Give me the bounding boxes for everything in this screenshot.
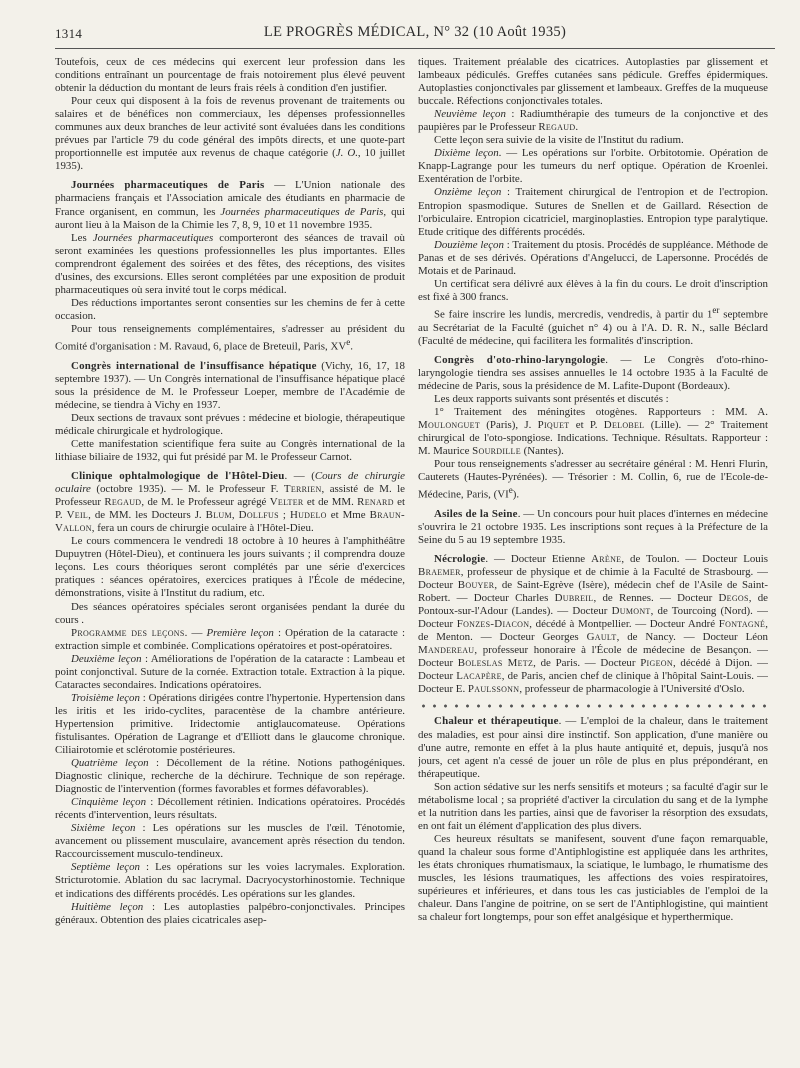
paragraph: 1° Traitement des méningites otogènes. Rapporteurs : MM. A. Moulonguet (Paris), J. Piquet et P. Delobel (Lille). — 2° Traitement chirurgical de l'oto-spongiose. Indications. Technique. Résultats. Rapporteur : M. Maurice Sourdille (Nantes).	[418, 405, 768, 457]
article-heading: Clinique ophtalmologique de l'Hôtel-Dieu	[71, 470, 285, 483]
left-column	[55, 56, 405, 1061]
paragraph: Les deux rapports suivants sont présentés et discutés :	[434, 392, 669, 405]
paragraph: Pour tous renseignements complémentaires, s'adresser au président du Comité d'organisation : M. Ravaud, 6, place de Breteuil, Paris, XVe.	[55, 322, 405, 353]
header-rule	[55, 48, 775, 49]
lesson: Troisième leçon : Opérations dirigées contre l'hypertonie. Hypertension dans les iritis et les irido-cyclites, paracentèse de la chambre antérieure. Hypertension primitive. Iridectomie antiglaucomateuse. Opérations fistulisantes. Opération de Lagrange et d'Elliott dans le glaucome chronique. Ciliairotomie et sclérotomie postérieures.	[55, 691, 405, 757]
article-heading: Asiles de la Seine	[434, 507, 518, 520]
paragraph: Le cours commencera le vendredi 18 octobre à 10 heures à l'amphithéâtre Dupuytren (Hôtel-Dieu), et continuera les jours suivants ; il comprendra douze leçons. Les cours théoriques seront complétés par une série d'exercices pratiques : séances opératoires, exercices pratiques à l'École de médecine, démonstrations, visite à l'Institut du radium, etc.	[55, 535, 405, 600]
lesson: Neuvième leçon : Radiumthérapie des tumeurs de la conjonctive et des paupières par le Professeur Regaud.	[418, 108, 768, 134]
paragraph: Son action sédative sur les nerfs sensitifs et moteurs ; sa faculté d'agir sur le métabolisme local ; sa propriété d'activer la circulation du sang et de la lymphe et la nutrition dans les parties, ainsi que de favoriser la résorption des exsudats, en ont fait un élément d'application des plus divers.	[418, 780, 768, 832]
lesson: Onzième leçon : Traitement chirurgical de l'entropion et de l'ectropion. Entropion spasmodique. Sutures de Snellen et de Gaillard. Résection de l'orbiculaire. Entropion cicatriciel, marginoplasties. Entropion type paralytique. Etude critique des différents procédés.	[418, 186, 768, 238]
paragraph: Les Journées pharmaceutiques comporteront des séances de travail où seront examinées les questions professionnelles les plus importantes. Elles comprendront également des soirées et des fêtes, des réceptions, des visites d'usines, des excursions. Elles seront complétées par une exposition de produit pharmaceutiques où sera invité tout le corps médical.	[55, 231, 405, 296]
article-chaleur-therapeutique: Chaleur et thérapeutique. — L'emploi de la chaleur, dans le traitement des maladies, est pour ainsi dire instinctif. Son application, d'une manière ou d'une autre, remonte en effet à la plus haute antiquité et, depuis, jusqu'à nos jours, cet agent n'a cessé de jouer un rôle de plus en plus prépondérant, en thérapeutique.	[418, 715, 768, 780]
article-congres-insuffisance-hepatique: Congrès international de l'insuffisance hépatique (Vichy, 16, 17, 18 septembre 1937). — Un Congrès international de l'insuffisance hépatique placé sous la présidence de M. le Professeur Loeper, membre de l'Académie de médecine, se tiendra à Vichy en 1937.	[55, 359, 405, 411]
paragraph: Toutefois, ceux de ces médecins qui exercent leur profession dans les conditions entraînant un pourcentage de frais notoirement plus élevé peuvent obtenir la déduction du montant de leurs frais réels à condition d'en justifier.	[55, 56, 405, 95]
article-journees-pharmaceutiques: Journées pharmaceutiques de Paris — L'Union nationale des pharmaciens français et l'Association amicale des étudiants en pharmacie de France organisent, en commun, les Journées pharmaceutiques de Paris, qui auront lieu à la Maison de la Chimie les 7, 8, 9, 10 et 11 novembre 1935.	[55, 179, 405, 231]
lesson: Sixième leçon : Les opérations sur les muscles de l'œil. Ténotomie, avancement ou plissement musculaire, avancement après résection du tendon. Raccourcissement musculo-tendineux.	[55, 822, 405, 861]
running-header	[55, 24, 775, 46]
lesson: Cinquième leçon : Décollement rétinien. Indications opératoires. Procédés récents d'intervention, leurs résultats.	[55, 796, 405, 822]
article-congres-orl: Congrès d'oto-rhino-laryngologie. — Le Congrès d'oto-rhino-laryngologie tiendra ses assises annuelles le 14 octobre 1935 à la Faculté de médecine de Paris, sous la présidence de M. Lafite-Dupont (Bordeaux).	[418, 353, 768, 392]
article-asiles-seine: Asiles de la Seine. — Un concours pour huit places d'internes en médecine s'ouvrira le 21 octobre 1935. Les inscriptions sont reçues à la Préfecture de la Seine du 5 au 19 septembre 1935.	[418, 507, 768, 546]
paragraph: Des séances opératoires spéciales seront organisées pendant la durée du cours .	[55, 600, 405, 626]
article-clinique-ophtalmologique: Clinique ophtalmologique de l'Hôtel-Dieu. — (Cours de chirurgie oculaire (octobre 1935). — M. le Professeur F. Terrien, assisté de M. le Professeur Regaud, de M. le Professeur agrégé Velter et de MM. Renard et P. Veil, de MM. les Docteurs J. Blum, Dollfus ; Hudelo et Mme Braun-Vallon, fera un cours de chirurgie oculaire à l'Hôtel-Dieu.	[55, 470, 405, 535]
paragraph: Ces heureux résultats se manifesent, souvent d'une façon remarquable, quand la chaleur sous forme d'Antiphlogistine est appliquée dans les arthrites, les états chroniques rhumatismaux, la sciatique, le lumbago, le rhumatisme des muscles, les lésions traumatiques, les affections des voies respiratoires, supérieures et inférieures, et dans tous les cas justiciables de l'emploi de la chaleur. Dans l'angine de poitrine, on se sert de l'Antiphlogistine, qui maintient sa chaleur fort longtemps, pour son effet analgésique et hyperthermique.	[418, 832, 768, 924]
article-heading: Journées pharmaceutiques de Paris	[71, 179, 265, 192]
paragraph: Des réductions importantes seront consenties sur les chemins de fer à cette occasion.	[55, 296, 405, 322]
paragraph: Cette leçon sera suivie de la visite de l'Institut du radium.	[434, 134, 684, 147]
lesson: Deuxième leçon : Améliorations de l'opération de la cataracte : Lambeau et point conjonctival. Suture de la cornée. Extraction totale. Extraction à la pique. Cataractes secondaires. Indications opératoires.	[55, 652, 405, 691]
paragraph: Se faire inscrire les lundis, mercredis, vendredis, à partir du 1er septembre au Secrétariat de la Faculté (guichet n° 4) ou à l'A. D. R. N., salle Béclard (Faculté de médecine, qui facilitera les formalités d'inscription.	[418, 304, 768, 347]
lesson-program: Programme des leçons. — Première leçon : Opération de la cataracte : extraction simple et combinée. Complications opératoires et post-opératoires.	[55, 626, 405, 652]
article-heading: Nécrologie	[434, 552, 486, 565]
ornamental-divider	[418, 703, 768, 709]
lesson: Huitième leçon : Les autoplasties palpébro-conjonctivales. Principes généraux. Obtention des plaies cicatricales asep-	[55, 900, 405, 926]
lesson: Dixième leçon. — Les opérations sur l'orbite. Orbitotomie. Opération de Knapp-Lagrange pour les tumeurs du nerf optique. Opération de Kroenlei. Exentération de l'orbite.	[418, 147, 768, 186]
article-heading: Congrès d'oto-rhino-laryngologie	[434, 353, 606, 366]
paragraph: Deux sections de travaux sont prévues : médecine et biologie, thérapeutique médicale chirurgicale et hydrologique.	[55, 411, 405, 437]
paragraph: Pour ceux qui disposent à la fois de revenus provenant de traitements ou salaires et de bénéfices non commerciaux, les dépenses professionnelles communes aux deux branches de leur activité sont évaluées dans les conditions prévues par l'article 79 du code général des impôts directs, et une quote-part proportionnelle est imputée aux revenus de chaque catégorie (J. O., 10 juillet 1935).	[55, 95, 405, 173]
right-column	[418, 56, 768, 1061]
article-heading: Congrès international de l'insuffisance hépatique	[71, 359, 317, 372]
paragraph: Pour tous renseignements s'adresser au secrétaire général : M. Henri Flurin, Cauterets (Hautes-Pyrénées). — Trésorier : M. Collin, 6, rue de l'Ecole-de-Médecine, Paris, (VIe).	[418, 458, 768, 501]
page-number: 1314	[55, 26, 83, 41]
paragraph: tiques. Traitement préalable des cicatrices. Autoplasties par glissement et lambeaux pédiculés. Greffes cutanées sans pédicule. Greffes épidermiques. Autoplasties conjonctivales par glissement et lambeaux. Greffes de la muqueuse buccale. Réfections conjonctivales totales.	[418, 56, 768, 108]
lesson: Quatrième leçon : Décollement de la rétine. Notions pathogéniques. Diagnostic clinique, recherche de la déchirure. Technique de son repérage. Diagnostic de l'intervention (formes favorables et formes défavorables).	[55, 757, 405, 796]
article-heading: Chaleur et thérapeutique	[434, 715, 559, 728]
lesson: Septième leçon : Les opérations sur les voies lacrymales. Exploration. Stricturotomie. Ablation du sac lacrymal. Dacryocystorhinostomie. Technique et indications des différents procédés. Les opérations sur les glandes.	[55, 861, 405, 900]
paragraph: Cette manifestation scientifique fera suite au Congrès international de la lithiase biliaire de 1932, qui fut présidé par M. le Professeur Carnot.	[55, 437, 405, 463]
paragraph: Un certificat sera délivré aux élèves à la fin du cours. Le droit d'inscription est fixé à 300 francs.	[418, 277, 768, 303]
lesson: Douzième leçon : Traitement du ptosis. Procédés de suppléance. Méthode de Panas et de ses dérivés. Opérations d'Angelucci, de Lapersonne. Procédés de Motais et de Parinaud.	[418, 238, 768, 277]
journal-title: LE PROGRÈS MÉDICAL, N° 32 (10 Août 1935)	[263, 24, 567, 40]
article-necrologie: Nécrologie. — Docteur Etienne Arène, de Toulon. — Docteur Louis Braemer, professeur de physique et de chimie à la Faculté de Strasbourg. — Docteur Bouyer, de Saint-Egrève (Isère), médecin chef de l'Asile de Saint-Robert. — Docteur Charles Dubreil, de Rennes. — Docteur Degos, de Pontoux-sur-l'Adour (Landes). — Docteur Dumont, de Tourcoing (Nord). — Docteur Fonzes-Diacon, décédé à Montpellier. — Docteur André Fontagné, de Menton. — Docteur Georges Gault, de Nancy. — Docteur Léon Mandereau, professeur honoraire à l'École de médecine de Besançon. — Docteur Boleslas Metz, de Paris. — Docteur Pigeon, décédé à Dijon. — Docteur Lacapère, de Paris, ancien chef de clinique à l'hôpital Saint-Louis. — Docteur E. Paulssonn, professeur de pharmacologie à l'Université d'Oslo.	[418, 552, 768, 696]
